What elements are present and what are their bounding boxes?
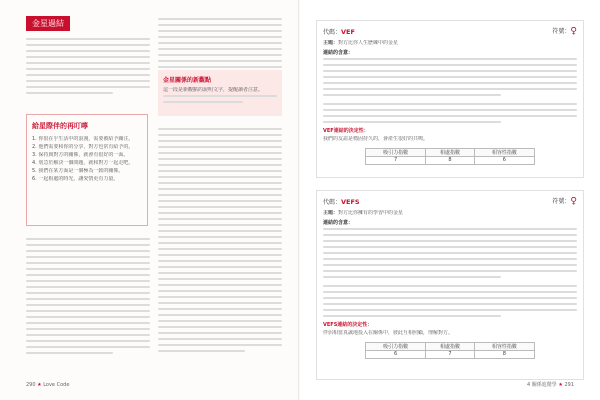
footer-star: ★ bbox=[558, 382, 563, 388]
venus-icon: ♀ bbox=[570, 196, 577, 207]
left-column-1-text bbox=[26, 38, 150, 98]
left-column-2-lower-text bbox=[158, 128, 282, 356]
theme-label: 主題： bbox=[323, 209, 339, 216]
score-value: 6 bbox=[366, 350, 426, 358]
left-footer bbox=[26, 382, 69, 388]
relation-label: VEFS連結的決定性： bbox=[323, 321, 373, 328]
connection-card-vef bbox=[316, 20, 584, 178]
relation-text: 我們的友誼是穩固持久的，會產生很好的共鳴。 bbox=[323, 135, 429, 142]
connection-card-vefs bbox=[316, 190, 584, 380]
symbol-label: 符號： bbox=[552, 28, 571, 35]
code-label: 代碼： bbox=[323, 28, 342, 36]
relation-text: 伴侶相當真誠地投入在關係中，彼此互相照顧，理解對方。 bbox=[323, 329, 454, 336]
tip-box bbox=[26, 114, 148, 226]
score-table bbox=[365, 148, 535, 165]
tip-item: 6. 一起相處的時光，讓愛情更有力量。 bbox=[32, 176, 119, 182]
venus-icon: ♀ bbox=[570, 26, 577, 37]
score-header: 相容性指數 bbox=[474, 342, 534, 350]
tip-item: 2. 他們需要和你的分享，對方也常有給予的。 bbox=[32, 144, 134, 150]
theme-value: 對方比你人生歷練中的金星 bbox=[338, 39, 399, 46]
theme-value: 對方比你擁有的學習中的金星 bbox=[338, 209, 404, 216]
score-value: 8 bbox=[426, 156, 475, 164]
tip-box-title: 給星際伴的再叮嚀 bbox=[32, 122, 88, 130]
note-box-text: 這一段是新觀點的說明文字，提醒讀者注意。 bbox=[163, 87, 264, 93]
score-value: 6 bbox=[474, 156, 534, 164]
tip-item: 1. 你很在乎生活中的浪漫，需要被給予關注。 bbox=[32, 136, 134, 142]
chapter-title: 關係進階學 bbox=[531, 382, 557, 388]
section-tag: 金星過結 bbox=[26, 16, 70, 31]
code-label: 代碼： bbox=[323, 198, 342, 206]
meaning-label: 連結的含意： bbox=[323, 219, 354, 226]
code-value: VEFS bbox=[341, 197, 360, 206]
score-value: 7 bbox=[426, 350, 475, 358]
symbol-label: 符號： bbox=[552, 198, 571, 205]
score-header: 相容性指數 bbox=[474, 148, 534, 156]
code-value: VEF bbox=[341, 27, 355, 36]
score-table bbox=[365, 342, 535, 359]
score-value: 7 bbox=[366, 156, 426, 164]
left-column-1-lower-text bbox=[26, 238, 150, 358]
relation-label: VEF連結的決定性： bbox=[323, 127, 369, 134]
score-value: 8 bbox=[474, 350, 534, 358]
score-header: 相處指數 bbox=[426, 148, 475, 156]
meaning-label: 連結的含意： bbox=[323, 49, 354, 56]
page-number: 291 bbox=[564, 382, 574, 388]
tip-item: 3. 保持與對方的關係，就會有很好的一面。 bbox=[32, 152, 129, 158]
score-header: 吸引力指數 bbox=[366, 342, 426, 350]
page-number: 290 bbox=[26, 382, 36, 388]
footer-star: ★ bbox=[37, 382, 42, 388]
left-column-2-text bbox=[158, 18, 282, 78]
chapter-number: 4 bbox=[526, 382, 531, 388]
book-title: Love Code bbox=[43, 382, 70, 388]
note-box-title: 金星關係的新觀點 bbox=[163, 77, 212, 84]
score-header: 相處指數 bbox=[426, 342, 475, 350]
note-box bbox=[158, 70, 282, 116]
tip-item: 5. 我們在某方面是一個極為一致的關係。 bbox=[32, 168, 124, 174]
right-footer bbox=[527, 381, 574, 388]
tip-item: 4. 別急於解決一個問題，就和對方一起走吧。 bbox=[32, 160, 134, 166]
score-header: 吸引力指數 bbox=[366, 148, 426, 156]
theme-label: 主題： bbox=[323, 39, 339, 46]
